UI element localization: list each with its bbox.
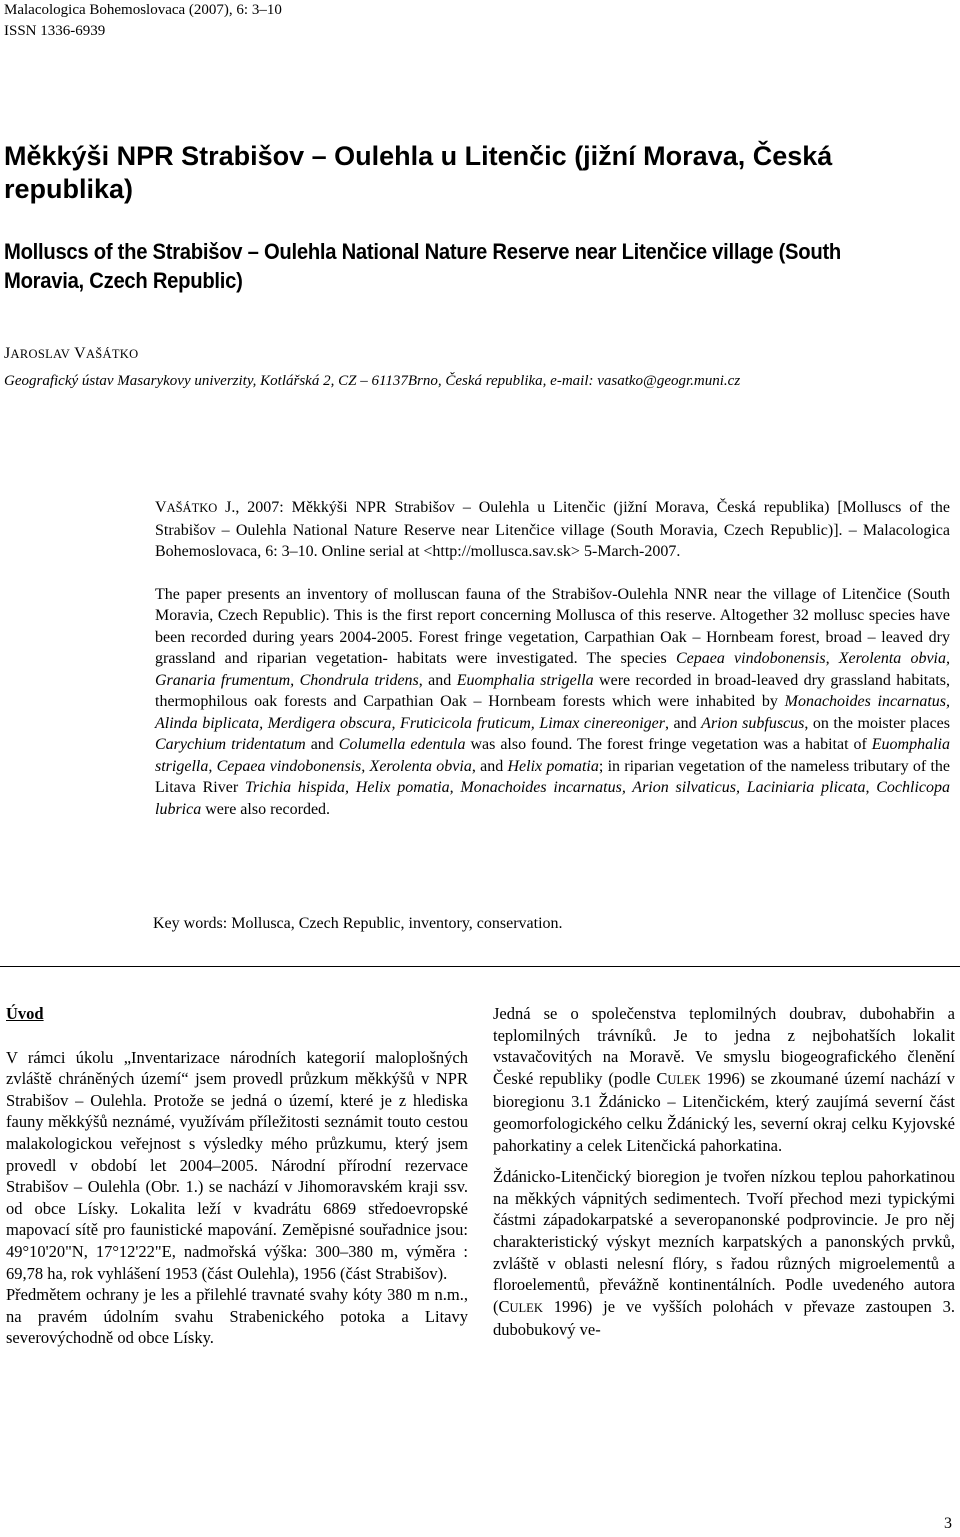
paragraph: Jedná se o společenstva teplomilných doubrav, dubohabřin a teplomilných trávníků. Je to jedna z nejbohatších lokalit vstavačovitých na Moravě. Ve smyslu biogeografického členění České republiky (podle CULEK 1996) se zkoumané území nachází v bioregionu 3.1 Ždánicko – Litenčickém, který zaujímá severní část geomorfologického celku Ždánický les, severní okraj celku Kyjovské pahorkatiny a celek Litenčická pahorkatina. (493, 1004, 955, 1155)
journal-header (4, 0, 282, 42)
abstract-block (155, 497, 950, 820)
section-divider (0, 966, 960, 967)
paragraph: V rámci úkolu „Inventarizace národních kategorií maloplošných zvláště chráněných území“ jsem provedl průzkum měkkýšů v NPR Strabišov – Oulehla. Protože se jedná o území, které je z hlediska fauny měkkýšů neznámé, využívám příležitosti seznámit touto cestou malakologickou veřejnost s výsledky mého průzkumu, který jsem provedl v období let 2004–2005. Národní přírodní rezervace Strabišov – Oulehla (Obr. 1.) se nachází v Jihomoravském kraji ssv. od obce Lísky. Lokalita leží v kvadrátu 6869 středoevropské mapovací sítě pro faunistické mapování. Zeměpisné souřadnice jsou: 49°10'20"N, 17°12'22"E, nadmořská výška: 300–380 m, výměra : 69,78 ha, rok vyhlášení 1953 (část Oulehla), 1956 (část Strabišov). (6, 1047, 468, 1283)
citation: VAŠÁTKO J., 2007: Měkkýši NPR Strabišov – Oulehla u Litenčic (jižní Morava, Česká republika) [Molluscs of the Strabišov – Oulehla National Nature Reserve near Litenčice village (South Moravia, Czech Republic)]. – Malacologica Bohemoslovaca, 6: 3–10. Online serial at <http://mollusca.sav.sk> 5-March-2007. (155, 499, 950, 560)
section-heading: Úvod (6, 1004, 44, 1023)
paragraph: Předmětem ochrany je les a přilehlé travnaté svahy kóty 380 m n.m., na pravém údolním svahu Strabenického potoka a Litavy severovýchodně od obce Lísky. (6, 1285, 468, 1348)
author-name: JAROSLAV VAŠÁTKO (4, 345, 139, 362)
column-left (6, 1003, 468, 1349)
title-czech: Měkkýši NPR Strabišov – Oulehla u Litenčic (jižní Morava, Česká republika) (4, 141, 833, 204)
journal-citation: Malacologica Bohemoslovaca (2007), 6: 3–10 (4, 2, 282, 18)
issn: ISSN 1336-6939 (4, 23, 106, 39)
abstract: The paper presents an inventory of molluscan fauna of the Strabišov-Oulehla NNR near the village of Litenčice (South Moravia, Czech Republic). This is the first report concerning Mollusca of this reserve. Altogether 32 mollusc species have been recorded during years 2004-2005. Forest fringe vegetation, Carpathian Oak – Hornbeam forest, broad – leaved dry grassland and riparian vegetation- habitats were investigated. The species Cepaea vindobonensis, Xerolenta obvia, Granaria frumentum, Chondrula tridens, and Euomphalia strigella were recorded in broad-leaved dry grassland habitats, thermophilous oak forests and Carpathian Oak – Hornbeam forests which were inhabited by Monachoides incarnatus, Alinda biplicata, Merdigera obscura, Fruticicola fruticum, Limax cinereoniger, and Arion subfuscus, on the moister places Carychium tridentatum and Columella edentula was also found. The forest fringe vegetation was a habitat of Euomphalia strigella, Cepaea vindobonensis, Xerolenta obvia, and Helix pomatia; in riparian vegetation of the nameless tributary of the Litava River Trichia hispida, Helix pomatia, Monachoides incarnatus, Arion silvaticus, Laciniaria plicata, Cochlicopa lubrica were also recorded. (155, 585, 951, 818)
author-affiliation: Geografický ústav Masarykovy univerzity, Kotlářská 2, CZ – 61137Brno, Česká republika, e-mail: vasatko@geogr.muni.cz (4, 373, 741, 389)
column-right (493, 1003, 955, 1341)
paragraph: Ždánicko-Litenčický bioregion je tvořen nízkou teplou pahorkatinou na měkkých vápnitých sedimentech. Tvoří přechod mezi typickými částmi západokarpatské a severopanonské podprovincie. Je pro něj charakteristický výskyt mezních karpatských a panonských prvků, zvláště v oblasti nelesní flóry, s řadou různých migroelementů a floroelementů, převážně kontinentálních. Podle uvedeného autora (CULEK 1996) je ve vyšších polohách v převaze zastoupen 3. dubobukový ve- (493, 1167, 955, 1340)
keywords: Key words: Mollusca, Czech Republic, inventory, conservation. (153, 915, 563, 932)
title-english: Molluscs of the Strabišov – Oulehla National Nature Reserve near Litenčice village (South Moravia, Czech Republic) (4, 239, 842, 293)
page-number: 3 (944, 1515, 952, 1532)
